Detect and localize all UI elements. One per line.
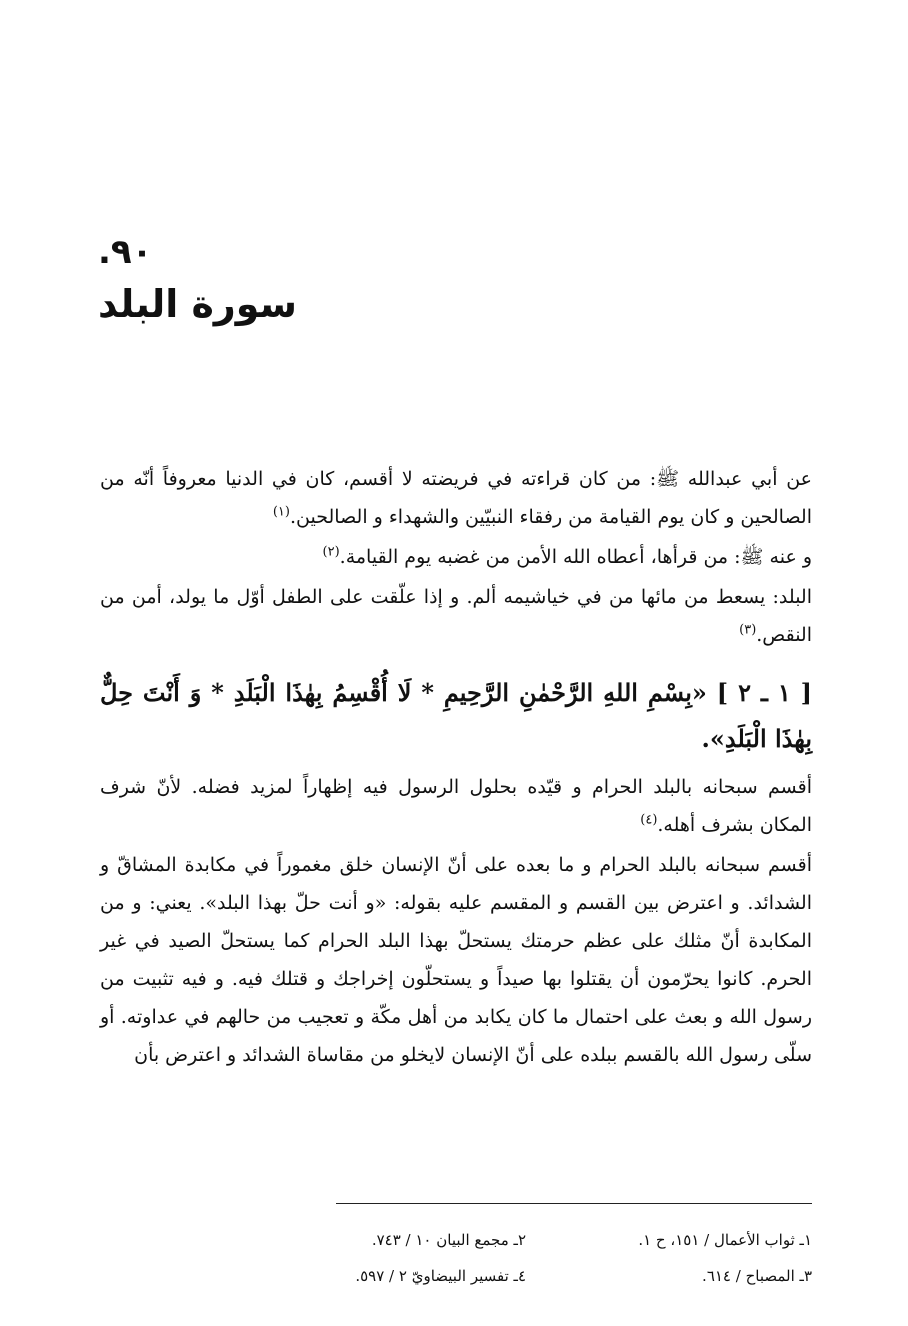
footnote-divider bbox=[336, 1203, 812, 1204]
paragraph-text: أقسم سبحانه بالبلد الحرام و ما بعده على أنّ الإنسان خلق مغموراً في مكابدة المشاقّ و الشدائد. و اعترض بين القسم و المقسم عليه بقوله: «و أنت حلّ بهذا البلد». يعني: و من المكابدة أنّ مثلك على عظم حرمتك يستحلّ بهذا البلد الحرام كما يستحلّ الصيد في غير الحرم. كانوا يحرّمون أن يقتلوا بها صيداً و يستحلّون إخراجك و قتلك فيه. و فيه تثبيت من رسول الله و بعث على احتمال ما كان يكابد من أهل مكّة و تعجيب من حالهم في عداوته. أو سلّى رسول الله بالقسم ببلده على أنّ الإنسان لايخلو من مقاساة الشدائد و اعترض بأن bbox=[100, 854, 812, 1066]
footnote-ref: (١) bbox=[272, 504, 290, 520]
paragraph-text: البلد: يسعط من مائها من في خياشيمه ألم. و إذا علّقت على الطفل أوّل ما يولد، أمن من النقص. bbox=[100, 586, 812, 646]
hadith-paragraph-2 bbox=[100, 538, 812, 576]
footnote-ref: (٤) bbox=[640, 812, 658, 828]
footnote-row bbox=[240, 1222, 812, 1258]
paragraph-text: عن أبي عبدالله ﷺ: من كان قراءته في فريضته لا أقسم، كان في الدنيا معروفاً أنّه من الصالحين و كان يوم القيامة من رفقاء النبيّين والشهداء و الصالحين. bbox=[100, 468, 812, 528]
footnote-4: ٤ـ تفسير البيضاويّ ٢ / ٥٩٧. bbox=[355, 1267, 526, 1285]
paragraph-text: أقسم سبحانه بالبلد الحرام و قيّده بحلول الرسول فيه إظهاراً لمزيد فضله. لأنّ شرف المكان بشرف أهله. bbox=[100, 776, 812, 836]
ayah-line: [ ١ ـ ٢ ] «بِسْمِ اللهِ الرَّحْمٰنِ الرَّحِيمِ * لَا أُقْسِمُ بِهٰذَا الْبَلَدِ * وَ أَنْتَ حِلٌّ بِهٰذَا الْبَلَدِ». bbox=[100, 678, 812, 753]
footnotes bbox=[240, 1222, 812, 1294]
hadith-paragraph-1 bbox=[100, 460, 812, 536]
footnote-3: ٣ـ المصباح / ٦١٤. bbox=[702, 1267, 812, 1285]
footnote-2: ٢ـ مجمع البيان ١٠ / ٧٤٣. bbox=[371, 1231, 526, 1249]
footnote-1: ١ـ ثواب الأعمال / ١٥١، ح ١. bbox=[638, 1231, 812, 1249]
footnote-row bbox=[240, 1258, 812, 1294]
footnote-ref: (٢) bbox=[322, 544, 340, 560]
paragraph-text: و عنه ﷺ: من قرأها، أعطاه الله الأمن من غضبه يوم القيامة. bbox=[339, 546, 812, 568]
main-text bbox=[100, 460, 812, 1086]
tafsir-paragraph-1 bbox=[100, 768, 812, 844]
surah-number: .٩٠ bbox=[98, 232, 153, 272]
property-paragraph bbox=[100, 578, 812, 654]
footnote-ref: (٣) bbox=[739, 622, 757, 638]
surah-title: سورة البلد bbox=[98, 282, 297, 326]
tafsir-paragraph-2 bbox=[100, 846, 812, 1074]
